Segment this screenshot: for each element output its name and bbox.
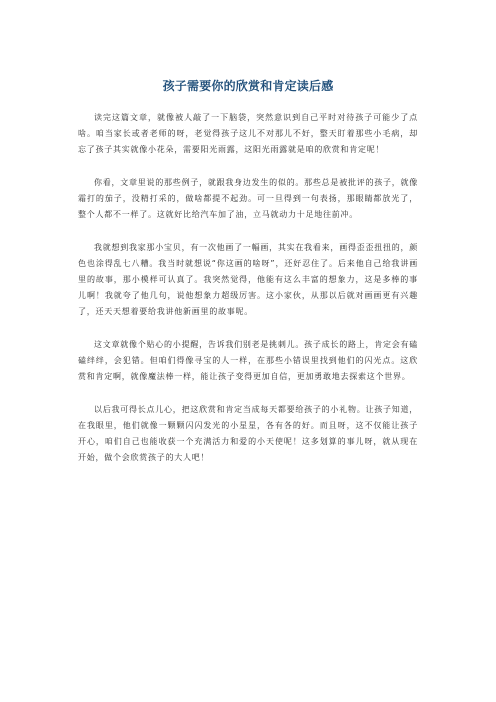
- document-title: 孩子需要你的欣赏和肯定读后感: [162, 79, 334, 93]
- paragraph-2: 你看，文章里说的那些例子，就跟我身边发生的似的。那些总是被批评的孩子，就像霜打的茄子，没精打采的，做啥都提不起劲。可一旦得到一句表扬，那眼睛都放光了，整个人都不一样了。这就好比给汽车加了油，立马就动力十足地往前冲。: [78, 178, 418, 219]
- paragraph-3: 我就想到我家那小宝贝，有一次他画了一幅画，其实在我看来，画得歪歪扭扭的，颜色也涂得乱七八糟。我当时就想说“你这画的啥呀”，还好忍住了。后来他自己给我讲画里的故事，那小模样可认真了。我突然觉得，他能有这么丰富的想象力，这是多棒的事儿啊！我就夸了他几句，说他想象力超级厉害。这小家伙，从那以后就对画画更有兴趣了，还天天想着要给我讲他新画里的故事呢。: [78, 243, 418, 316]
- paragraph-4: 这文章就像个贴心的小提醒，告诉我们别老是挑刺儿。孩子成长的路上，肯定会有磕磕绊绊，会犯错。但咱们得像寻宝的人一样，在那些小错误里找到他们的闪光点。这欣赏和肯定啊，就像魔法棒一样，能让孩子变得更加自信，更加勇敢地去探索这个世界。: [78, 340, 418, 381]
- paragraph-5: 以后我可得长点儿心，把这欣赏和肯定当成每天都要给孩子的小礼物。让孩子知道，在我眼里，他们就像一颗颗闪闪发光的小星星，各有各的好。而且呀，这不仅能让孩子开心，咱们自己也能收获一个充满活力和爱的小天使呢！这多划算的事儿呀，就从现在开始，做个会欣赏孩子的大人吧！: [78, 405, 418, 462]
- paragraph-1: 读完这篇文章，就像被人敲了一下脑袋，突然意识到自己平时对待孩子可能少了点啥。咱当家长或者老师的呀，老觉得孩子这儿不对那儿不好，整天盯着那些小毛病，却忘了孩子其实就像小花朵，需要阳光雨露，这阳光雨露就是咱的欣赏和肯定呢！: [78, 113, 418, 154]
